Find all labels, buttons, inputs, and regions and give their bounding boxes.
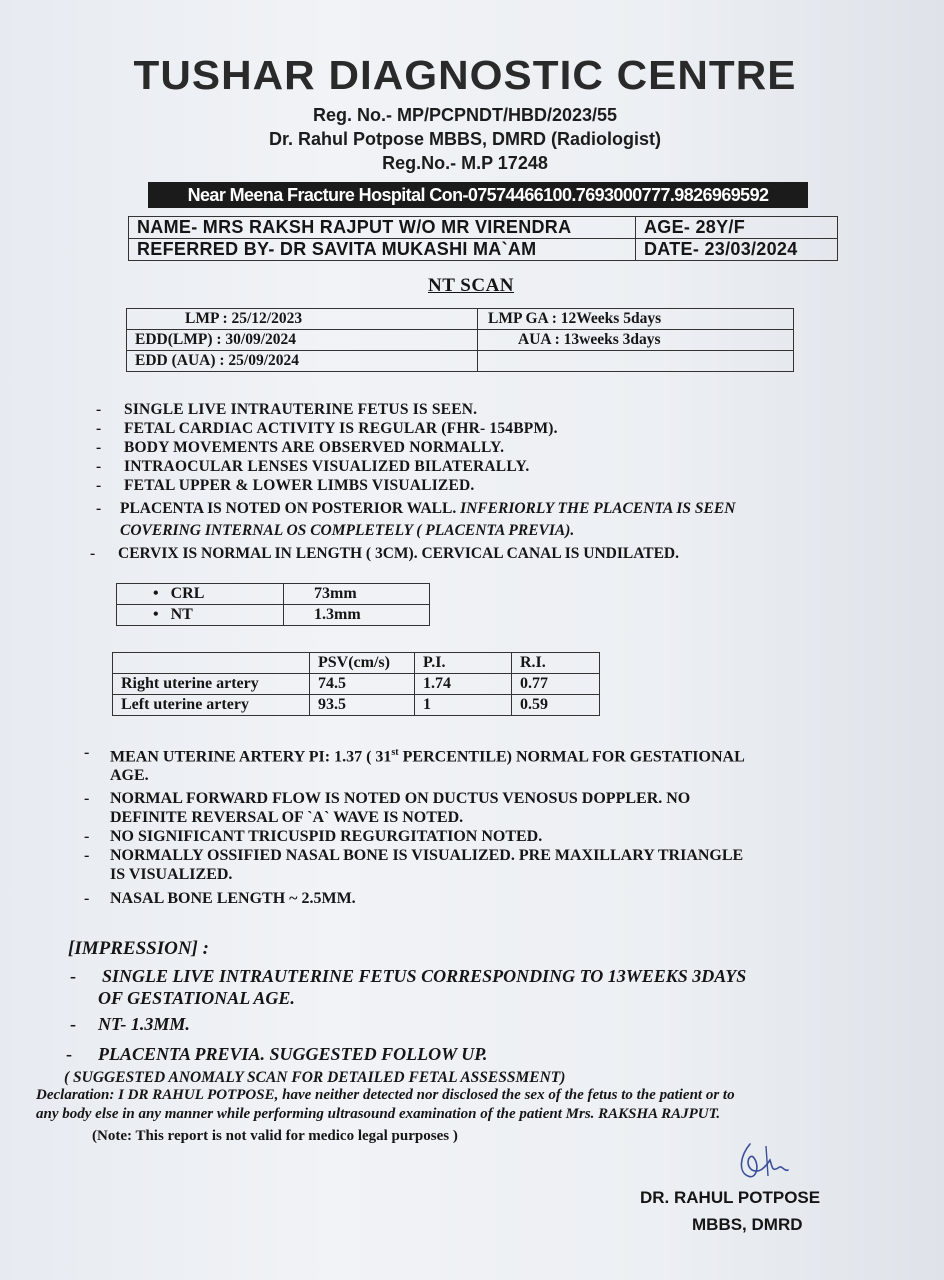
list-dash: - — [96, 500, 102, 517]
patient-name: NAME- MRS RAKSH RAJPUT W/O MR VIRENDRA — [129, 217, 636, 239]
table-row — [113, 695, 600, 716]
aua: AUA : 13weeks 3days — [478, 330, 794, 351]
table-row — [113, 674, 600, 695]
table-cell: 93.5 — [310, 695, 415, 716]
table-cell: 0.59 — [512, 695, 600, 716]
referred-by: REFERRED BY- DR SAVITA MUKASHI MA`AM — [129, 239, 636, 261]
biometry-value: 1.3mm — [284, 605, 430, 626]
list-item: - NORMALLY OSSIFIED NASAL BONE IS VISUALIZED. PRE MAXILLARY TRIANGLE — [84, 847, 744, 865]
centre-registration: Reg. No.- MP/PCPNDT/HBD/2023/55 — [312, 105, 618, 125]
list-item: - MEAN UTERINE ARTERY PI: 1.37 ( 31st PERCENTILE) NORMAL FOR GESTATIONAL — [84, 744, 745, 766]
nasal-bone-length: NASAL BONE LENGTH ~ 2.5MM. — [110, 890, 356, 908]
uterine-pi-line-2: AGE. — [110, 767, 149, 785]
placenta-line-1 — [120, 500, 735, 518]
impression-item-2: NT- 1.3MM. — [98, 1014, 190, 1034]
biometry-table — [116, 583, 430, 626]
impression-item-1: SINGLE LIVE INTRAUTERINE FETUS CORRESPONDING TO 13WEEKS 3DAYS — [102, 966, 747, 986]
list-item: - NT- 1.3MM. — [70, 1014, 190, 1034]
header-cell: P.I. — [415, 653, 512, 674]
declaration-line-2: any body else in any manner while performing ultrasound examination of the patient Mrs. RAKSHA RAJPUT. — [36, 1106, 721, 1122]
ductus-venosus-line-2: DEFINITE REVERSAL OF `A` WAVE IS NOTED. — [110, 809, 464, 827]
table-row — [117, 584, 430, 605]
list-item: - SINGLE LIVE INTRAUTERINE FETUS CORRESPONDING TO 13WEEKS 3DAYS — [70, 966, 747, 986]
list-item: - NORMAL FORWARD FLOW IS NOTED ON DUCTUS VENOSUS DOPPLER. NO — [84, 790, 691, 808]
empty-cell — [478, 351, 794, 372]
medico-legal-note: (Note: This report is not valid for medico legal purposes ) — [92, 1128, 458, 1144]
impression-item-3: PLACENTA PREVIA. SUGGESTED FOLLOW UP. — [98, 1044, 488, 1064]
scan-title: NT SCAN — [428, 275, 515, 296]
table-cell: 74.5 — [310, 674, 415, 695]
biometry-value: 73mm — [284, 584, 430, 605]
ductus-venosus-text: NORMAL FORWARD FLOW IS NOTED ON DUCTUS VENOSUS DOPPLER. NO — [110, 790, 691, 808]
table-cell: 1.74 — [415, 674, 512, 695]
list-item: - FETAL UPPER & LOWER LIMBS VISUALIZED. — [96, 477, 475, 494]
declaration-line-1: Declaration: I DR RAHUL POTPOSE, have neither detected nor disclosed the sex of the fetus to the patient or to — [36, 1087, 735, 1103]
doctor-name: DR. RAHUL POTPOSE — [640, 1188, 821, 1207]
report-date: DATE- 23/03/2024 — [636, 239, 838, 261]
nasal-bone-text: NORMALLY OSSIFIED NASAL BONE IS VISUALIZED. PRE MAXILLARY TRIANGLE — [110, 847, 744, 865]
doctor-qualification: Dr. Rahul Potpose MBBS, DMRD (Radiologist) — [268, 129, 661, 149]
doppler-findings — [84, 743, 860, 908]
edd-aua: EDD (AUA) : 25/09/2024 — [127, 351, 478, 372]
placenta-inferior: INFERIORLY THE PLACENTA IS SEEN — [460, 500, 736, 517]
table-cell: Left uterine artery — [113, 695, 310, 716]
list-item: - SINGLE LIVE INTRAUTERINE FETUS IS SEEN. — [96, 401, 478, 418]
lmp-ga: LMP GA : 12Weeks 5days — [478, 309, 794, 330]
header-cell: R.I. — [512, 653, 600, 674]
list-item: - NO SIGNIFICANT TRICUSPID REGURGITATION NOTED. — [84, 828, 543, 846]
dates-table — [126, 308, 794, 372]
address-contact-banner: Near Meena Fracture Hospital Con-07574466100.7693000777.9826969592 — [148, 182, 808, 208]
edd-lmp: EDD(LMP) : 30/09/2024 — [127, 330, 478, 351]
header-cell: PSV(cm/s) — [310, 653, 415, 674]
table-cell: 1 — [415, 695, 512, 716]
doctor-degree: MBBS, DMRD — [692, 1215, 803, 1234]
list-item: - BODY MOVEMENTS ARE OBSERVED NORMALLY. — [96, 439, 505, 456]
list-item: - PLACENTA PREVIA. SUGGESTED FOLLOW UP. — [66, 1044, 488, 1064]
table-header-row — [113, 653, 600, 674]
impression-title: [IMPRESSION] : — [68, 938, 209, 959]
uterine-pi-text-cont: PERCENTILE) NORMAL FOR GESTATIONAL — [398, 748, 745, 766]
header-cell — [113, 653, 310, 674]
table-cell: 0.77 — [512, 674, 600, 695]
centre-name: TUSHAR DIAGNOSTIC CENTRE — [133, 52, 797, 98]
biometry-label: • CRL — [117, 584, 284, 605]
placenta-line-2: COVERING INTERNAL OS COMPLETELY ( PLACENTA PREVIA). — [120, 522, 575, 539]
doctor-registration: Reg.No.- M.P 17248 — [382, 153, 548, 173]
placenta-position: PLACENTA IS NOTED ON POSTERIOR WALL. — [120, 500, 461, 517]
list-item: - NASAL BONE LENGTH ~ 2.5MM. — [84, 890, 356, 908]
findings-list — [96, 400, 558, 495]
list-item: - FETAL CARDIAC ACTIVITY IS REGULAR (FHR- 154BPM). — [96, 420, 558, 437]
biometry-label: • NT — [117, 605, 284, 626]
patient-age: AGE- 28Y/F — [636, 217, 838, 239]
table-row — [117, 605, 430, 626]
list-dash: - — [90, 545, 96, 562]
declaration — [36, 1086, 860, 1124]
table-cell: Right uterine artery — [113, 674, 310, 695]
tricuspid-text: NO SIGNIFICANT TRICUSPID REGURGITATION NOTED. — [110, 828, 543, 846]
patient-info-table — [128, 216, 838, 261]
doppler-table — [112, 652, 600, 716]
anomaly-scan-suggestion: ( SUGGESTED ANOMALY SCAN FOR DETAILED FETAL ASSESSMENT) — [64, 1069, 566, 1086]
handwritten-signature — [730, 1136, 790, 1188]
cervix-finding: CERVIX IS NORMAL IN LENGTH ( 3CM). CERVICAL CANAL IS UNDILATED. — [118, 545, 679, 562]
impression-list — [66, 965, 860, 1065]
superscript: st — [391, 747, 399, 758]
list-item: - INTRAOCULAR LENSES VISUALIZED BILATERALLY. — [96, 458, 530, 475]
nasal-bone-line-2: IS VISUALIZED. — [110, 866, 233, 884]
impression-item-1-cont: OF GESTATIONAL AGE. — [98, 988, 295, 1008]
lmp-date: LMP : 25/12/2023 — [127, 309, 478, 330]
uterine-pi-text: MEAN UTERINE ARTERY PI: 1.37 ( 31 — [110, 748, 392, 766]
